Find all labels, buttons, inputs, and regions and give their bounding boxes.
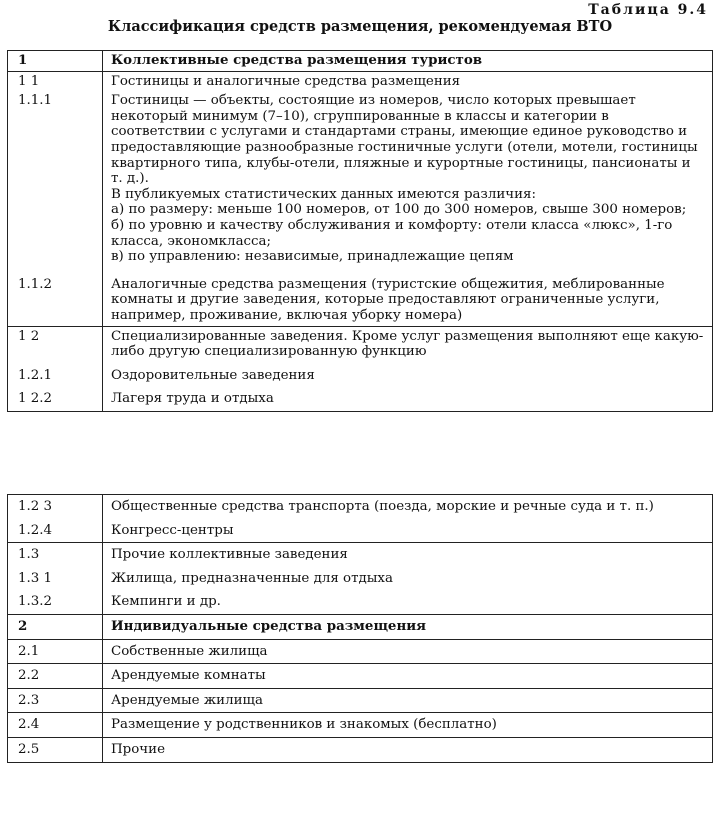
table-row: [8, 614, 713, 639]
row-text: Коллективные средства размещения туристов: [103, 51, 713, 72]
row-text-block: [103, 91, 713, 267]
table-row: [8, 362, 713, 386]
table-row: [8, 326, 713, 362]
row-text: Размещение у родственников и знакомых (бесплатно): [103, 713, 713, 738]
row-number: 1.2.1: [8, 362, 103, 386]
row-text: Конгресс-центры: [103, 519, 713, 543]
row-number: 2: [8, 614, 103, 639]
row-number: 1.2.4: [8, 519, 103, 543]
hotel-definition: Гостиницы — объекты, состоящие из номеров, число которых превышает некоторый минимум (7–10), сгруппированные в классы и категории в соответствии с услугами и стандартами страны, имеющие единое руководство и предоставляющие разнообразные гостиничные услуги (отели, мотели, гостиницы квартирного типа, клубы-отели, пляжные и курортные гостиницы, пансионаты и т. д.).: [111, 93, 698, 187]
row-text: Оздоровительные заведения: [103, 362, 713, 386]
row-number: 1 2: [8, 326, 103, 362]
row-text: Гостиницы и аналогичные средства размещения: [103, 71, 713, 91]
row-number: 1.3: [8, 543, 103, 567]
row-number: 1.1.2: [8, 267, 103, 326]
table-row: [8, 543, 713, 567]
row-number: 1.3 1: [8, 567, 103, 591]
table-row: [8, 91, 713, 267]
row-number: 1.2 3: [8, 495, 103, 519]
row-number: 2.5: [8, 737, 103, 762]
table-row: [8, 519, 713, 543]
row-text: Аналогичные средства размещения (туристские общежития, меблированные комнаты и другие заведения, которые предоставляют ограниченные услуги, например, проживание, включая уборку номера): [103, 267, 713, 326]
row-text: Арендуемые жилища: [103, 688, 713, 713]
table-row: [8, 71, 713, 91]
table-row: [8, 713, 713, 738]
table-number-label: Таблица 9.4: [588, 2, 708, 18]
row-text: Общественные средства транспорта (поезда, морские и речные суда и т. п.): [103, 495, 713, 519]
row-text: Лагеря труда и отдыха: [103, 385, 713, 411]
row-number: 1: [8, 51, 103, 72]
table-row: [8, 688, 713, 713]
row-text: Собственные жилища: [103, 639, 713, 664]
row-text: Жилища, предназначенные для отдыха: [103, 567, 713, 591]
row-text: Прочие коллективные заведения: [103, 543, 713, 567]
row-number: 1.3.2: [8, 590, 103, 614]
classification-table-top: [7, 50, 713, 412]
table-row: [8, 664, 713, 689]
table-row: [8, 567, 713, 591]
row-number: 2.3: [8, 688, 103, 713]
classification-table-bottom: [7, 494, 713, 763]
row-number: 1 1: [8, 71, 103, 91]
stats-by-service: б) по уровню и качеству обслуживания и комфорту: отели класса «люкс», 1-го класса, экономкласса;: [111, 217, 673, 249]
table-row: [8, 639, 713, 664]
table-row: [8, 590, 713, 614]
table-row: [8, 737, 713, 762]
row-text: Прочие: [103, 737, 713, 762]
stats-by-size: а) по размеру: меньше 100 номеров, от 100 до 300 номеров, свыше 300 номеров;: [111, 202, 687, 218]
stats-note: В публикуемых статистических данных имеются различия:: [111, 186, 536, 202]
row-number: 1.1.1: [8, 91, 103, 267]
row-text: Специализированные заведения. Кроме услуг размещения выполняют еще какую-либо другую специализированную функцию: [103, 326, 713, 362]
table-row: [8, 385, 713, 411]
stats-by-management: в) по управлению: независимые, принадлежащие цепям: [111, 249, 514, 265]
row-number: 2.2: [8, 664, 103, 689]
table-title: Классификация средств размещения, рекомендуемая ВТО: [107, 18, 613, 35]
table-row: [8, 51, 713, 72]
row-number: 1 2.2: [8, 385, 103, 411]
row-text: Индивидуальные средства размещения: [103, 614, 713, 639]
row-number: 2.1: [8, 639, 103, 664]
table-row: [8, 267, 713, 326]
row-number: 2.4: [8, 713, 103, 738]
table-row: [8, 495, 713, 519]
row-text: Кемпинги и др.: [103, 590, 713, 614]
row-text: Арендуемые комнаты: [103, 664, 713, 689]
